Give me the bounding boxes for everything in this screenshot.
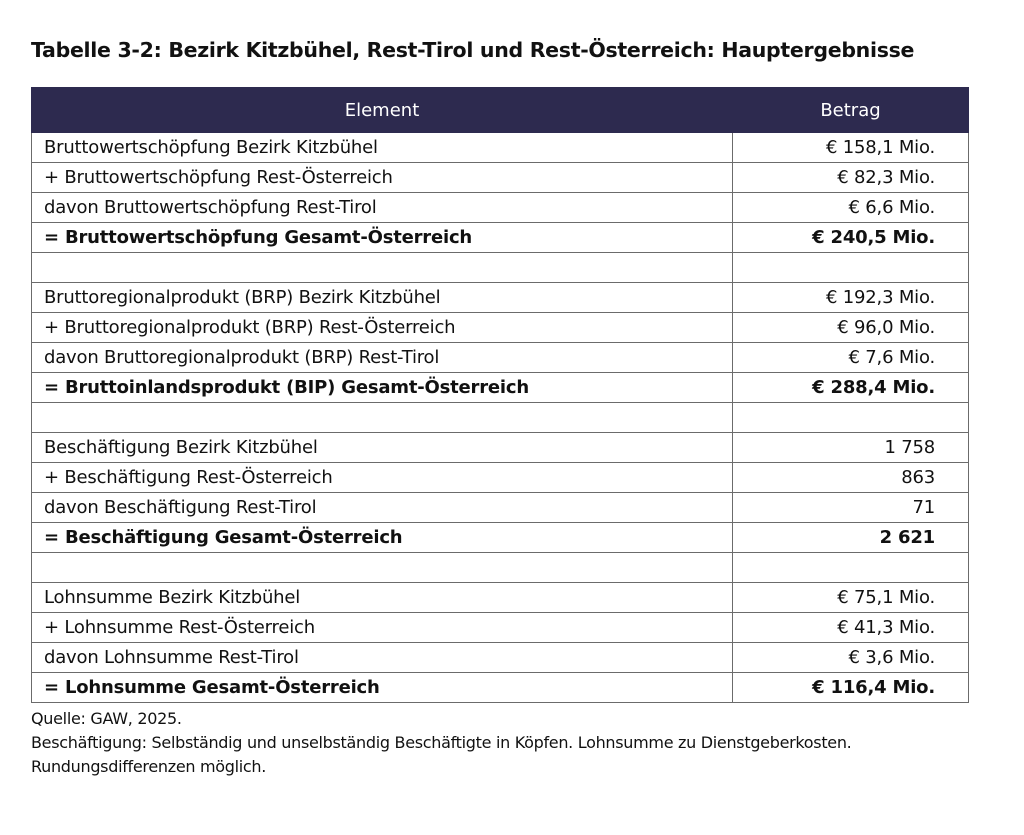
table-row — [32, 283, 969, 313]
table-row — [32, 463, 969, 493]
row-value: 2 621 — [733, 523, 969, 553]
table-row — [32, 313, 969, 343]
row-label: = Bruttoinlandsprodukt (BIP) Gesamt-Österreich — [32, 373, 733, 403]
row-value: € 240,5 Mio. — [733, 223, 969, 253]
table-row-total — [32, 223, 969, 253]
employment-note: Beschäftigung: Selbständig und unselbständig Beschäftigte in Köpfen. Lohnsumme zu Dienstgeberkosten. — [31, 733, 852, 752]
row-label: davon Lohnsumme Rest-Tirol — [32, 643, 733, 673]
table-row — [32, 343, 969, 373]
table-row-total — [32, 523, 969, 553]
row-label: Bruttowertschöpfung Bezirk Kitzbühel — [32, 133, 733, 163]
table-header-row — [32, 88, 969, 133]
row-value: 863 — [733, 463, 969, 493]
row-value: € 3,6 Mio. — [733, 643, 969, 673]
row-value — [733, 403, 969, 433]
row-value: € 75,1 Mio. — [733, 583, 969, 613]
row-value: € 41,3 Mio. — [733, 613, 969, 643]
row-label: = Bruttowertschöpfung Gesamt-Österreich — [32, 223, 733, 253]
row-label: davon Beschäftigung Rest-Tirol — [32, 493, 733, 523]
row-label: = Beschäftigung Gesamt-Österreich — [32, 523, 733, 553]
row-value: € 82,3 Mio. — [733, 163, 969, 193]
table-row — [32, 643, 969, 673]
table-row — [32, 433, 969, 463]
table-row — [32, 583, 969, 613]
row-value: 71 — [733, 493, 969, 523]
table-row-spacer — [32, 403, 969, 433]
row-value: 1 758 — [733, 433, 969, 463]
table-row — [32, 193, 969, 223]
table-row-total — [32, 673, 969, 703]
column-header-amount: Betrag — [733, 88, 969, 133]
row-value: € 96,0 Mio. — [733, 313, 969, 343]
results-table — [31, 87, 969, 703]
column-header-element: Element — [32, 88, 733, 133]
table-row-spacer — [32, 553, 969, 583]
row-value — [733, 553, 969, 583]
table-row — [32, 613, 969, 643]
row-value: € 288,4 Mio. — [733, 373, 969, 403]
row-label: + Lohnsumme Rest-Österreich — [32, 613, 733, 643]
table-notes — [31, 707, 851, 779]
row-value: € 158,1 Mio. — [733, 133, 969, 163]
row-label: + Bruttowertschöpfung Rest-Österreich — [32, 163, 733, 193]
table-row — [32, 493, 969, 523]
row-label: + Bruttoregionalprodukt (BRP) Rest-Österreich — [32, 313, 733, 343]
rounding-note: Rundungsdifferenzen möglich. — [31, 757, 267, 776]
row-value: € 7,6 Mio. — [733, 343, 969, 373]
table-title: Tabelle 3-2: Bezirk Kitzbühel, Rest-Tirol und Rest-Österreich: Hauptergebnisse — [31, 38, 915, 62]
row-label: Beschäftigung Bezirk Kitzbühel — [32, 433, 733, 463]
source-note: Quelle: GAW, 2025. — [31, 709, 182, 728]
row-value: € 6,6 Mio. — [733, 193, 969, 223]
row-label: Lohnsumme Bezirk Kitzbühel — [32, 583, 733, 613]
row-value: € 116,4 Mio. — [733, 673, 969, 703]
row-label: Bruttoregionalprodukt (BRP) Bezirk Kitzbühel — [32, 283, 733, 313]
row-label — [32, 403, 733, 433]
row-label — [32, 253, 733, 283]
row-label: = Lohnsumme Gesamt-Österreich — [32, 673, 733, 703]
table-body — [32, 133, 969, 703]
row-label: davon Bruttowertschöpfung Rest-Tirol — [32, 193, 733, 223]
row-label: + Beschäftigung Rest-Österreich — [32, 463, 733, 493]
table-row-spacer — [32, 253, 969, 283]
table-row — [32, 163, 969, 193]
row-value: € 192,3 Mio. — [733, 283, 969, 313]
row-label: davon Bruttoregionalprodukt (BRP) Rest-Tirol — [32, 343, 733, 373]
row-label — [32, 553, 733, 583]
table-row — [32, 133, 969, 163]
table-row-total — [32, 373, 969, 403]
row-value — [733, 253, 969, 283]
